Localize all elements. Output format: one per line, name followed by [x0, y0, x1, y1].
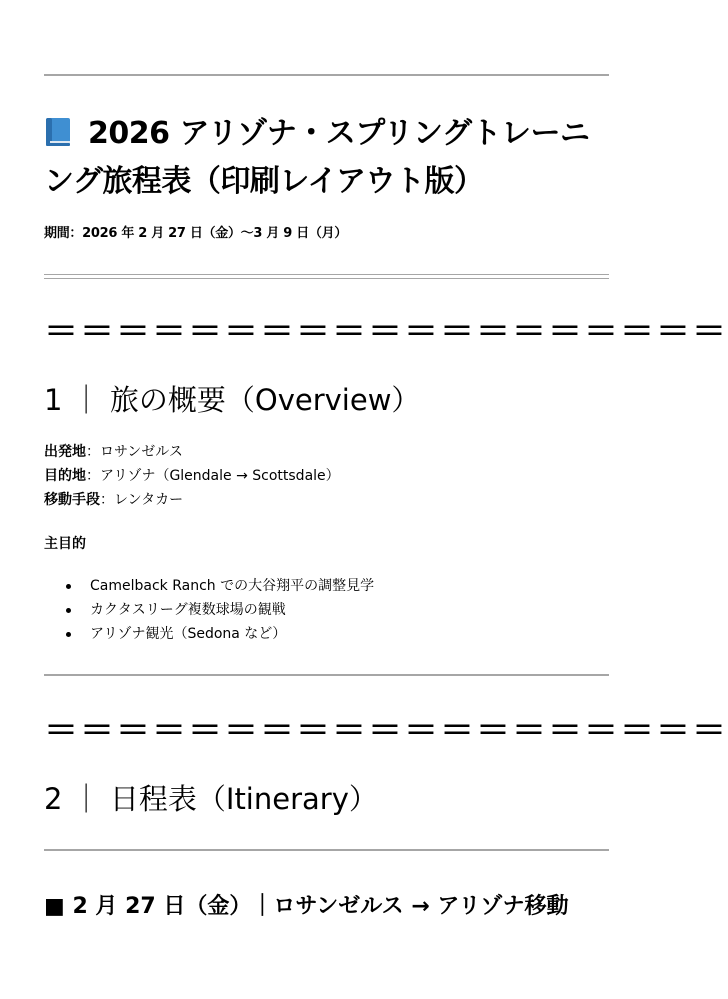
transport-field: [44, 488, 183, 512]
period-label: 期間: [44, 226, 70, 241]
equals-divider-2: ＝＝＝＝＝＝＝＝＝＝＝＝＝＝＝＝＝＝＝: [44, 711, 728, 751]
purpose-text: Camelback Ranch での大谷翔平の調整見学: [90, 578, 375, 594]
document-title: [44, 110, 609, 206]
title-text: 2026 アリゾナ・スプリングトレーニング旅程表（印刷レイアウト版）: [44, 116, 590, 199]
list-item: [44, 622, 374, 646]
destination-field: [44, 464, 340, 488]
list-item: [44, 574, 374, 598]
blue-book-icon: [44, 114, 72, 144]
bullet-icon: [66, 584, 71, 589]
origin-value: ：ロサンゼルス: [86, 444, 183, 460]
overview-heading: 1 ｜ 旅の概要（Overview）: [44, 383, 421, 417]
day-heading-feb27: ■ 2 月 27 日（金）｜ロサンゼルス → アリゾナ移動: [44, 894, 569, 919]
double-divider: [44, 274, 609, 279]
trip-period: [44, 224, 347, 244]
period-value: ：2026 年 2 月 27 日（金）〜3 月 9 日（月）: [69, 226, 348, 241]
itinerary-divider: [44, 849, 609, 851]
top-divider: [44, 74, 609, 76]
bullet-icon: [66, 608, 71, 613]
transport-label: 移動手段: [44, 492, 100, 508]
purpose-list: [44, 574, 374, 646]
purpose-heading: 主目的: [44, 536, 86, 552]
origin-field: [44, 440, 183, 464]
destination-value: ：アリゾナ（Glendale → Scottsdale）: [86, 468, 340, 484]
purpose-text: カクタスリーグ複数球場の観戦: [90, 602, 286, 618]
destination-label: 目的地: [44, 468, 86, 484]
origin-label: 出発地: [44, 444, 86, 460]
itinerary-heading: 2 ｜ 日程表（Itinerary）: [44, 782, 378, 816]
list-item: [44, 598, 374, 622]
transport-value: ：レンタカー: [100, 492, 184, 508]
bullet-icon: [66, 632, 71, 637]
purpose-text: アリゾナ観光（Sedona など）: [90, 626, 287, 642]
equals-divider-1: ＝＝＝＝＝＝＝＝＝＝＝＝＝＝＝＝＝＝＝: [44, 312, 728, 352]
section-divider: [44, 674, 609, 676]
